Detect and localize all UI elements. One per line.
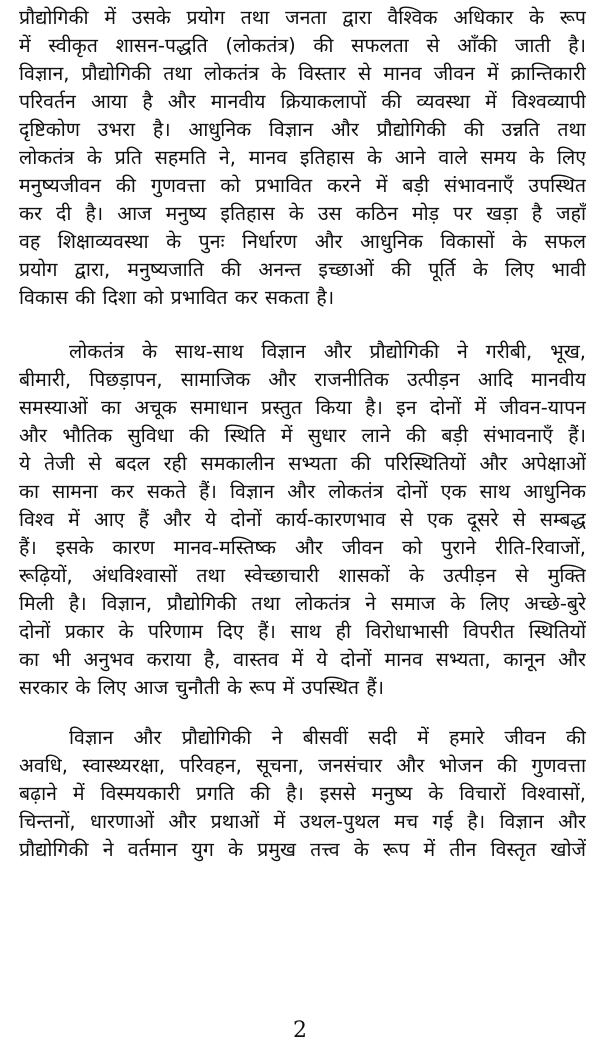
paragraph-1 bbox=[19, 4, 586, 312]
text-line: दृष्टिकोण उभरा है। आधुनिक विज्ञान और प्रौद्योगिकी की उन्नति तथा bbox=[19, 118, 586, 141]
text-line: विश्व में आए हैं और ये दोनों कार्य-कारणभाव से एक दूसरे से सम्बद्ध bbox=[19, 508, 586, 531]
paragraph-3 bbox=[19, 724, 586, 864]
page-number: 2 bbox=[293, 1018, 307, 1043]
text-line: दोनों प्रकार के परिणाम दिए हैं। साथ ही विरोधाभासी विपरीत स्थितियों bbox=[19, 620, 586, 643]
text-line: विज्ञान, प्रौद्योगिकी तथा लोकतंत्र के विस्तार से मानव जीवन में क्रान्तिकारी bbox=[19, 62, 586, 85]
text-line: मनुष्यजीवन की गुणवत्ता को प्रभावित करने में बड़ी संभावनाएँ उपस्थित bbox=[19, 174, 586, 197]
text-line: का सामना कर सकते हैं। विज्ञान और लोकतंत्र दोनों एक साथ आधुनिक bbox=[19, 480, 586, 503]
text-line: रूढ़ियों, अंधविश्वासों तथा स्वेच्छाचारी शासकों के उत्पीड़न से मुक्ति bbox=[19, 564, 586, 587]
text-line: परिवर्तन आया है और मानवीय क्रियाकलापों की व्यवस्था में विश्वव्यापी bbox=[19, 90, 586, 113]
text-line: कर दी है। आज मनुष्य इतिहास के उस कठिन मोड़ पर खड़ा है जहाँ bbox=[19, 202, 586, 225]
text-line: लोकतंत्र के साथ-साथ विज्ञान और प्रौद्योगिकी ने गरीबी, भूख, bbox=[69, 340, 586, 363]
text-line: चिन्तनों, धारणाओं और प्रथाओं में उथल-पुथल मच गई है। विज्ञान और bbox=[19, 810, 586, 833]
text-line: प्रौद्योगिकी ने वर्तमान युग के प्रमुख तत्त्व के रूप में तीन विस्तृत खोजें bbox=[19, 838, 586, 861]
text-line: का भी अनुभव कराया है, वास्तव में ये दोनों मानव सभ्यता, कानून और bbox=[19, 648, 586, 671]
text-line: समस्याओं का अचूक समाधान प्रस्तुत किया है। इन दोनों में जीवन-यापन bbox=[19, 396, 586, 419]
text-line: वह शिक्षाव्यवस्था के पुनः निर्धारण और आधुनिक विकासों के सफल bbox=[19, 230, 586, 253]
text-line: और भौतिक सुविधा की स्थिति में सुधार लाने की बड़ी संभावनाएँ हैं। bbox=[19, 424, 586, 447]
text-line: विज्ञान और प्रौद्योगिकी ने बीसवीं सदी में हमारे जीवन की bbox=[69, 726, 586, 749]
text-line: मिली है। विज्ञान, प्रौद्योगिकी तथा लोकतंत्र ने समाज के लिए अच्छे-बुरे bbox=[19, 592, 586, 615]
text-line: ये तेजी से बदल रही समकालीन सभ्यता की परिस्थितियों और अपेक्षाओं bbox=[19, 452, 586, 475]
paragraph-2 bbox=[19, 338, 586, 702]
text-line: प्रयोग द्वारा, मनुष्यजाति की अनन्त इच्छाओं की पूर्ति के लिए भावी bbox=[19, 258, 586, 281]
text-line: में स्वीकृत शासन-पद्धति (लोकतंत्र) की सफलता से आँकी जाती है। bbox=[19, 34, 586, 57]
text-line: सरकार के लिए आज चुनौती के रूप में उपस्थित हैं। bbox=[19, 676, 384, 699]
text-line: लोकतंत्र के प्रति सहमति ने, मानव इतिहास के आने वाले समय के लिए bbox=[19, 146, 586, 169]
text-line: बढ़ाने में विस्मयकारी प्रगति की है। इससे मनुष्य के विचारों विश्वासों, bbox=[19, 782, 586, 805]
text-line: बीमारी, पिछड़ापन, सामाजिक और राजनीतिक उत्पीड़न आदि मानवीय bbox=[19, 368, 586, 391]
text-line: अवधि, स्वास्थ्यरक्षा, परिवहन, सूचना, जनसंचार और भोजन की गुणवत्ता bbox=[19, 754, 586, 777]
text-line: विकास की दिशा को प्रभावित कर सकता है। bbox=[19, 286, 335, 309]
text-line: हैं। इसके कारण मानव-मस्तिष्क और जीवन को पुराने रीति-रिवाजों, bbox=[19, 536, 586, 559]
text-line: प्रौद्योगिकी में उसके प्रयोग तथा जनता द्वारा वैश्विक अधिकार के रूप bbox=[19, 6, 586, 29]
